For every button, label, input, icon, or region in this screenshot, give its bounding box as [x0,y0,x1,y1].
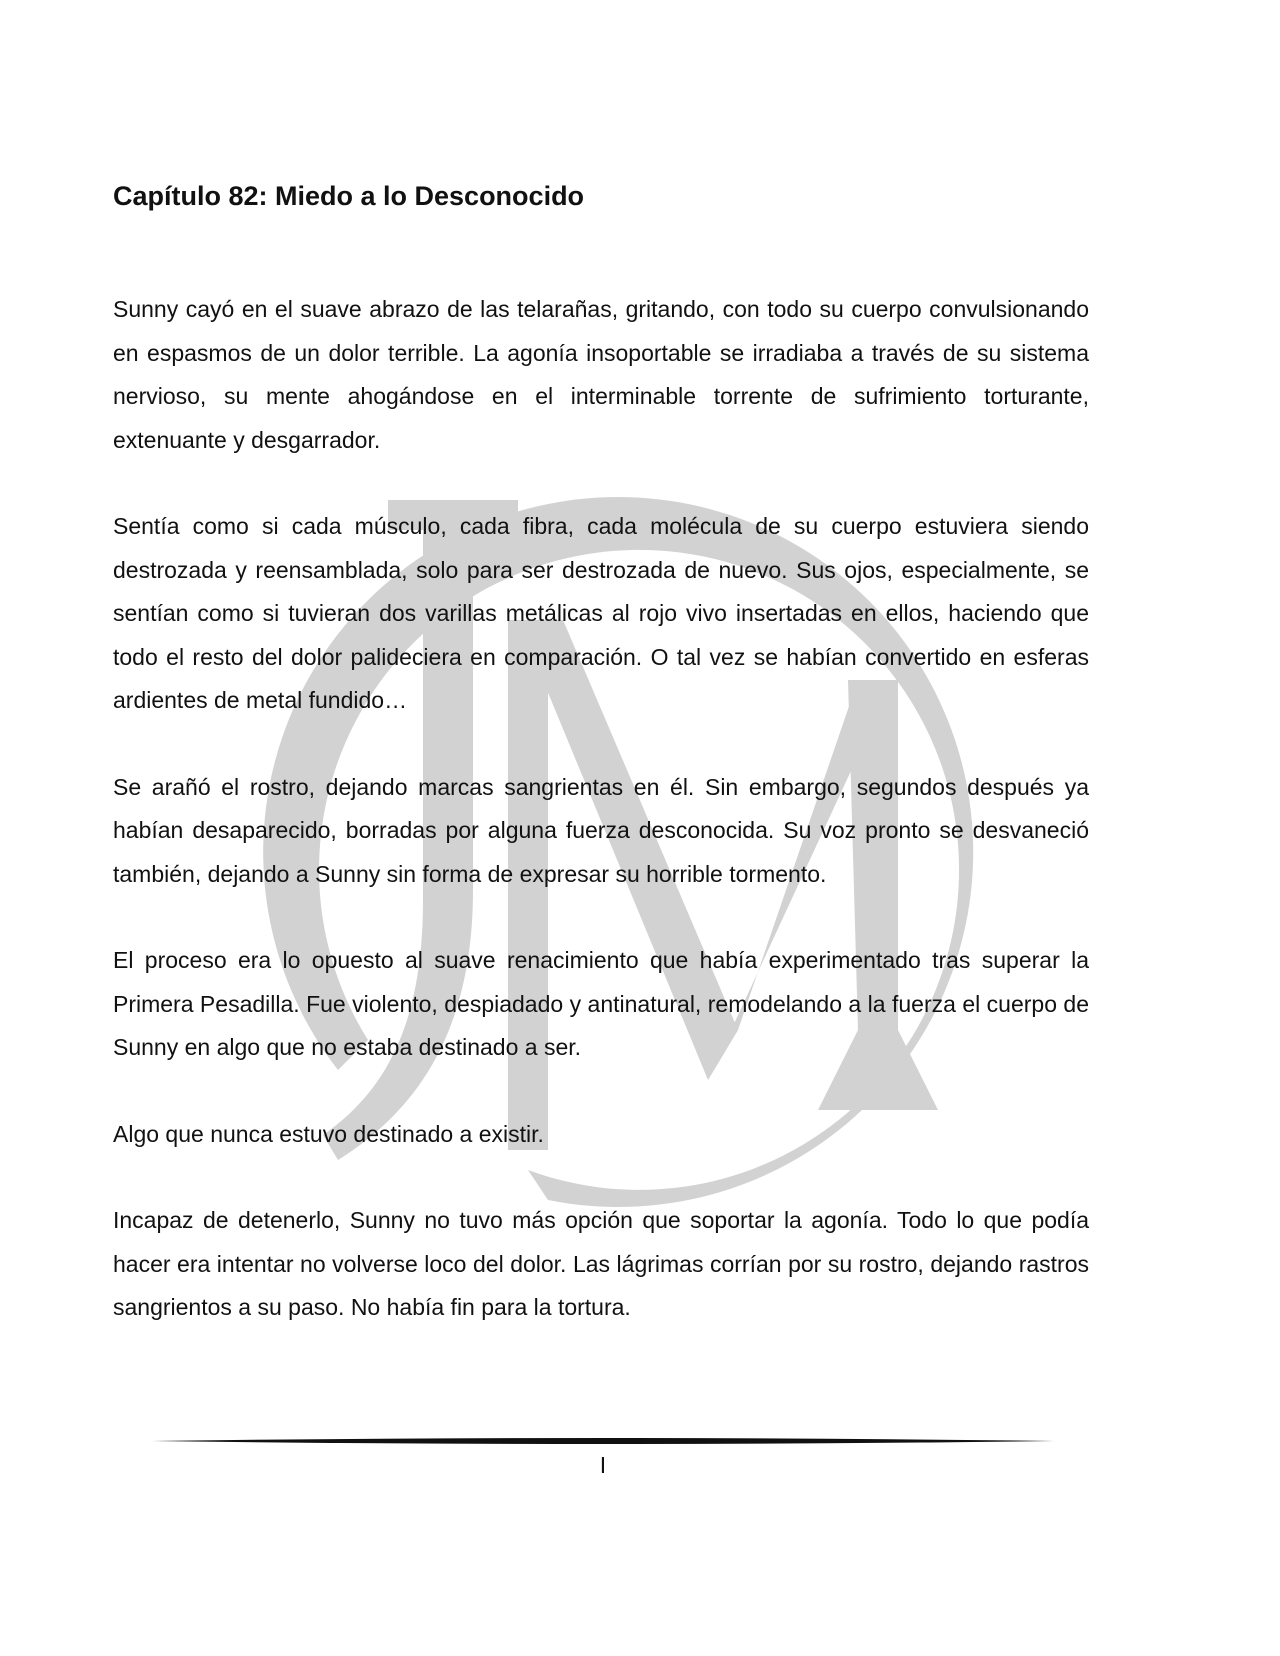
paragraph-3: Se arañó el rostro, dejando marcas sangrientas en él. Sin embargo, segundos después ya habían desaparecido, borradas por alguna fuerza desconocida. Su voz pronto se desvaneció también, dejando a Sunny sin forma de expresar su horrible tormento. [113,773,1089,887]
paragraph-6: Incapaz de detenerlo, Sunny no tuvo más opción que soportar la agonía. Todo lo que podía hacer era intentar no volverse loco del dolor. Las lágrimas corrían por su rostro, dejando rastros sangrientos a su paso. No había fin para la tortura. [113,1207,1089,1320]
footer-rule [152,1434,1054,1448]
paragraph-1: Sunny cayó en el suave abrazo de las telarañas, gritando, con todo su cuerpo convulsionando en espasmos de un dolor terrible. La agonía insoportable se irradiaba a través de su sistema nervioso, su mente ahogándose en el interminable torrente de sufrimiento torturante, extenuante y desgarrador. [113,296,1089,453]
paragraph-5: Algo que nunca estuvo destinado a existir. [113,1120,544,1147]
page-number: I [599,1452,607,1478]
paragraph-4: El proceso era lo opuesto al suave renacimiento que había experimentado tras superar la Primera Pesadilla. Fue violento, despiadado y antinatural, remodelando a la fuerza el cuerpo de Sunny en algo que no estaba destinado a ser. [113,947,1089,1060]
document-body [113,170,1089,1373]
chapter-title: Capítulo 82: Miedo a lo Desconocido [113,181,585,211]
paragraph-2: Sentía como si cada músculo, cada fibra, cada molécula de su cuerpo estuviera siendo destrozada y reensamblada, solo para ser destrozada de nuevo. Sus ojos, especialmente, se sentían como si tuvieran dos varillas metálicas al rojo vivo insertadas en ellos, haciendo que todo el resto del dolor palideciera en comparación. O tal vez se habían convertido en esferas ardientes de metal fundido… [113,513,1089,713]
